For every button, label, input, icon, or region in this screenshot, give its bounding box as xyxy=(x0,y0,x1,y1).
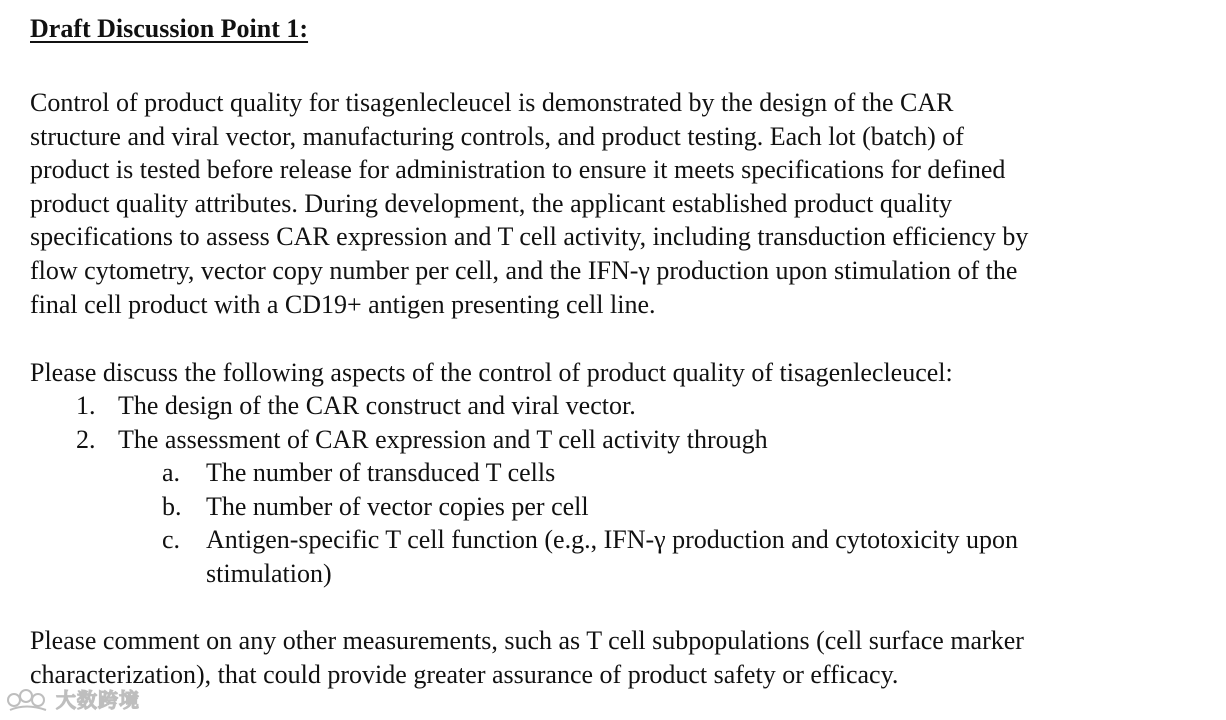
paragraph-line: structure and viral vector, manufacturing controls, and product testing. Each lot (batch) of xyxy=(30,121,964,151)
sublist-item-text: The number of transduced T cells xyxy=(206,458,556,488)
sublist-item-letter: a. xyxy=(162,458,181,488)
list-item-text: The design of the CAR construct and viral vector. xyxy=(118,391,636,420)
discussion-prompt: Please discuss the following aspects of the control of product quality of tisagenlecleucel: xyxy=(30,358,953,387)
paragraph-line: Please comment on any other measurements, such as T cell subpopulations (cell surface marker xyxy=(30,626,1024,655)
watermark xyxy=(6,682,140,714)
sublist-item-line: stimulation) xyxy=(206,558,332,588)
list-item-number: 1. xyxy=(76,391,96,420)
list-item-text: The assessment of CAR expression and T cell activity through xyxy=(118,424,768,454)
watermark-logo-icon xyxy=(6,683,52,713)
closing-paragraph xyxy=(30,624,1024,691)
sublist-item-line: Antigen-specific T cell function (e.g., IFN-γ production and cytotoxicity upon xyxy=(206,525,1019,555)
paragraph-line: Control of product quality for tisagenlecleucel is demonstrated by the design of the CAR xyxy=(30,88,954,117)
paragraph-line: characterization), that could provide greater assurance of product safety or efficacy. xyxy=(30,659,899,689)
sublist-item-letter: b. xyxy=(162,491,182,521)
sublist-item-text xyxy=(206,523,1018,590)
paragraph-line: specifications to assess CAR expression and T cell activity, including transduction efficiency by xyxy=(30,222,1029,252)
list-item-number: 2. xyxy=(76,424,96,454)
intro-paragraph xyxy=(30,86,1028,321)
watermark-text: 大数跨境 xyxy=(56,687,140,712)
paragraph-line: product is tested before release for administration to ensure it meets specifications for defined xyxy=(30,155,1006,185)
paragraph-line: product quality attributes. During development, the applicant established product quality xyxy=(30,188,953,218)
sublist-item-letter: c. xyxy=(162,525,181,555)
sublist-item-text: The number of vector copies per cell xyxy=(206,491,589,521)
paragraph-line: flow cytometry, vector copy number per cell, and the IFN-γ production upon stimulation of the xyxy=(30,255,1018,285)
paragraph-line: final cell product with a CD19+ antigen presenting cell line. xyxy=(30,289,656,319)
page-title: Draft Discussion Point 1: xyxy=(30,14,309,43)
